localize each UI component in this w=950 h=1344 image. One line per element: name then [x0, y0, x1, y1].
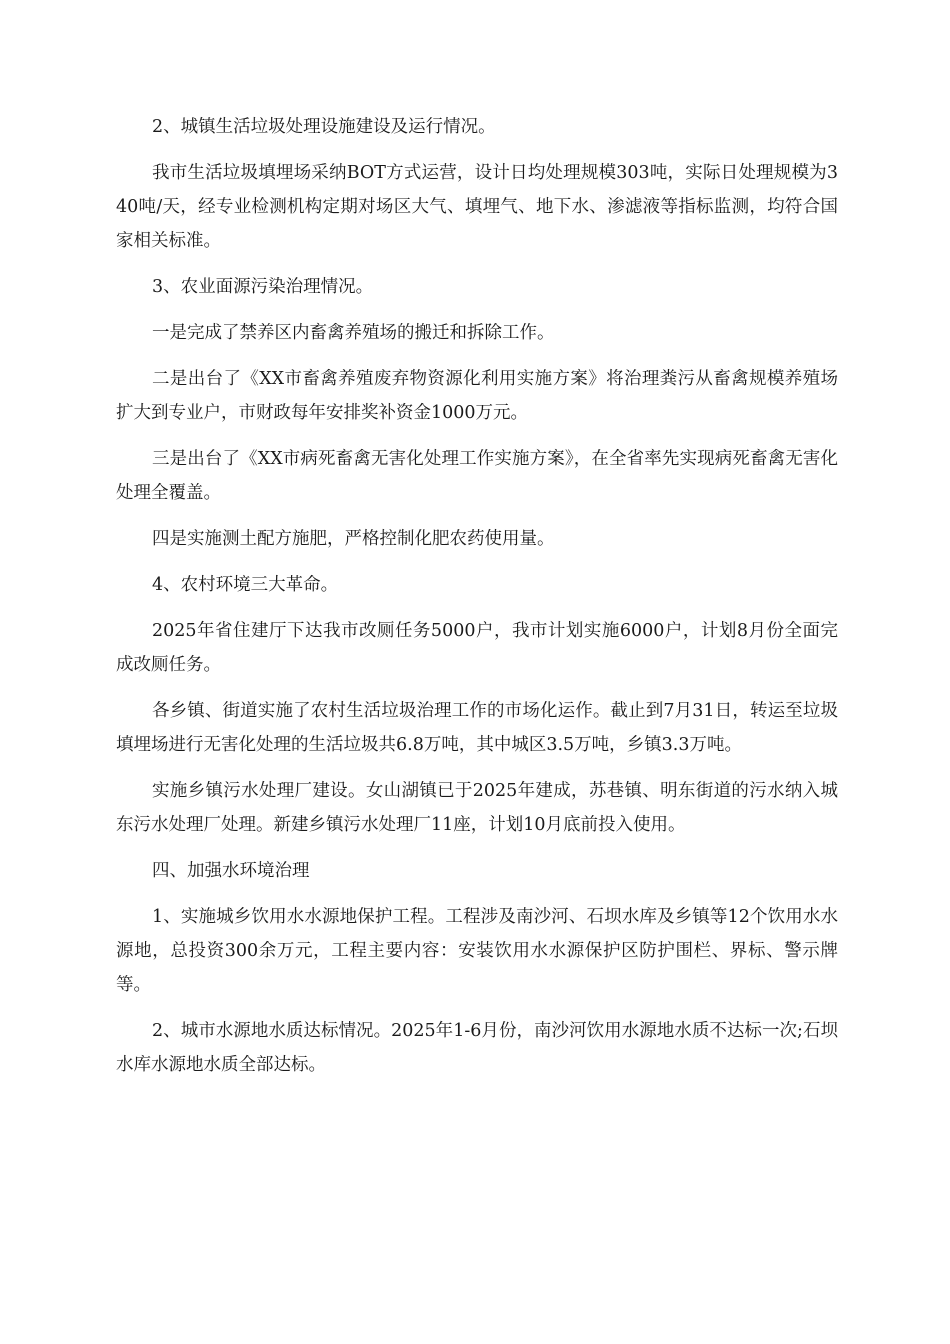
- paragraph-sewage-plants: 实施乡镇污水处理厂建设。女山湖镇已于2025年建成，苏巷镇、明东街道的污水纳入城东污水处理厂处理。新建乡镇污水处理厂11座，计划10月底前投入使用。: [116, 781, 838, 835]
- section-heading-garbage-facilities: 2、城镇生活垃圾处理设施建设及运行情况。: [152, 117, 496, 137]
- document-body: [116, 110, 838, 1094]
- paragraph-livestock-relocation: 一是完成了禁养区内畜禽养殖场的搬迁和拆除工作。: [152, 323, 555, 343]
- paragraph-water-quality: 2、城市水源地水质达标情况。2025年1-6月份，南沙河饮用水源地水质不达标一次;石坝水库水源地水质全部达标。: [116, 1021, 838, 1075]
- paragraph-rural-garbage: 各乡镇、街道实施了农村生活垃圾治理工作的市场化运作。截止到7月31日，转运至垃圾填埋场进行无害化处理的生活垃圾共6.8万吨，其中城区3.5万吨，乡镇3.3万吨。: [116, 701, 838, 755]
- section-heading-rural-revolutions: 4、农村环境三大革命。: [152, 575, 339, 595]
- paragraph-water-source-protection: 1、实施城乡饮用水水源地保护工程。工程涉及南沙河、石坝水库及乡镇等12个饮用水水源地，总投资300余万元，工程主要内容：安装饮用水水源保护区防护围栏、界标、警示牌等。: [116, 907, 838, 995]
- section-heading-agricultural-pollution: 3、农业面源污染治理情况。: [152, 277, 374, 297]
- paragraph-dead-livestock-plan: 三是出台了《XX市病死畜禽无害化处理工作实施方案》，在全省率先实现病死畜禽无害化处理全覆盖。: [116, 449, 838, 503]
- paragraph-fertilizer-control: 四是实施测土配方施肥，严格控制化肥农药使用量。: [152, 529, 555, 549]
- paragraph-landfill-operation: 我市生活垃圾填埋场采纳BOT方式运营，设计日均处理规模303吨，实际日处理规模为340吨/天，经专业检测机构定期对场区大气、填埋气、地下水、渗滤液等指标监测，均符合国家相关标准。: [116, 163, 838, 251]
- paragraph-toilet-renovation: 2025年省住建厅下达我市改厕任务5000户，我市计划实施6000户，计划8月份全面完成改厕任务。: [116, 621, 838, 675]
- section-heading-water-environment: 四、加强水环境治理: [152, 861, 310, 881]
- paragraph-waste-resource-plan: 二是出台了《XX市畜禽养殖废弃物资源化利用实施方案》将治理粪污从畜禽规模养殖场扩大到专业户，市财政每年安排奖补资金1000万元。: [116, 369, 838, 423]
